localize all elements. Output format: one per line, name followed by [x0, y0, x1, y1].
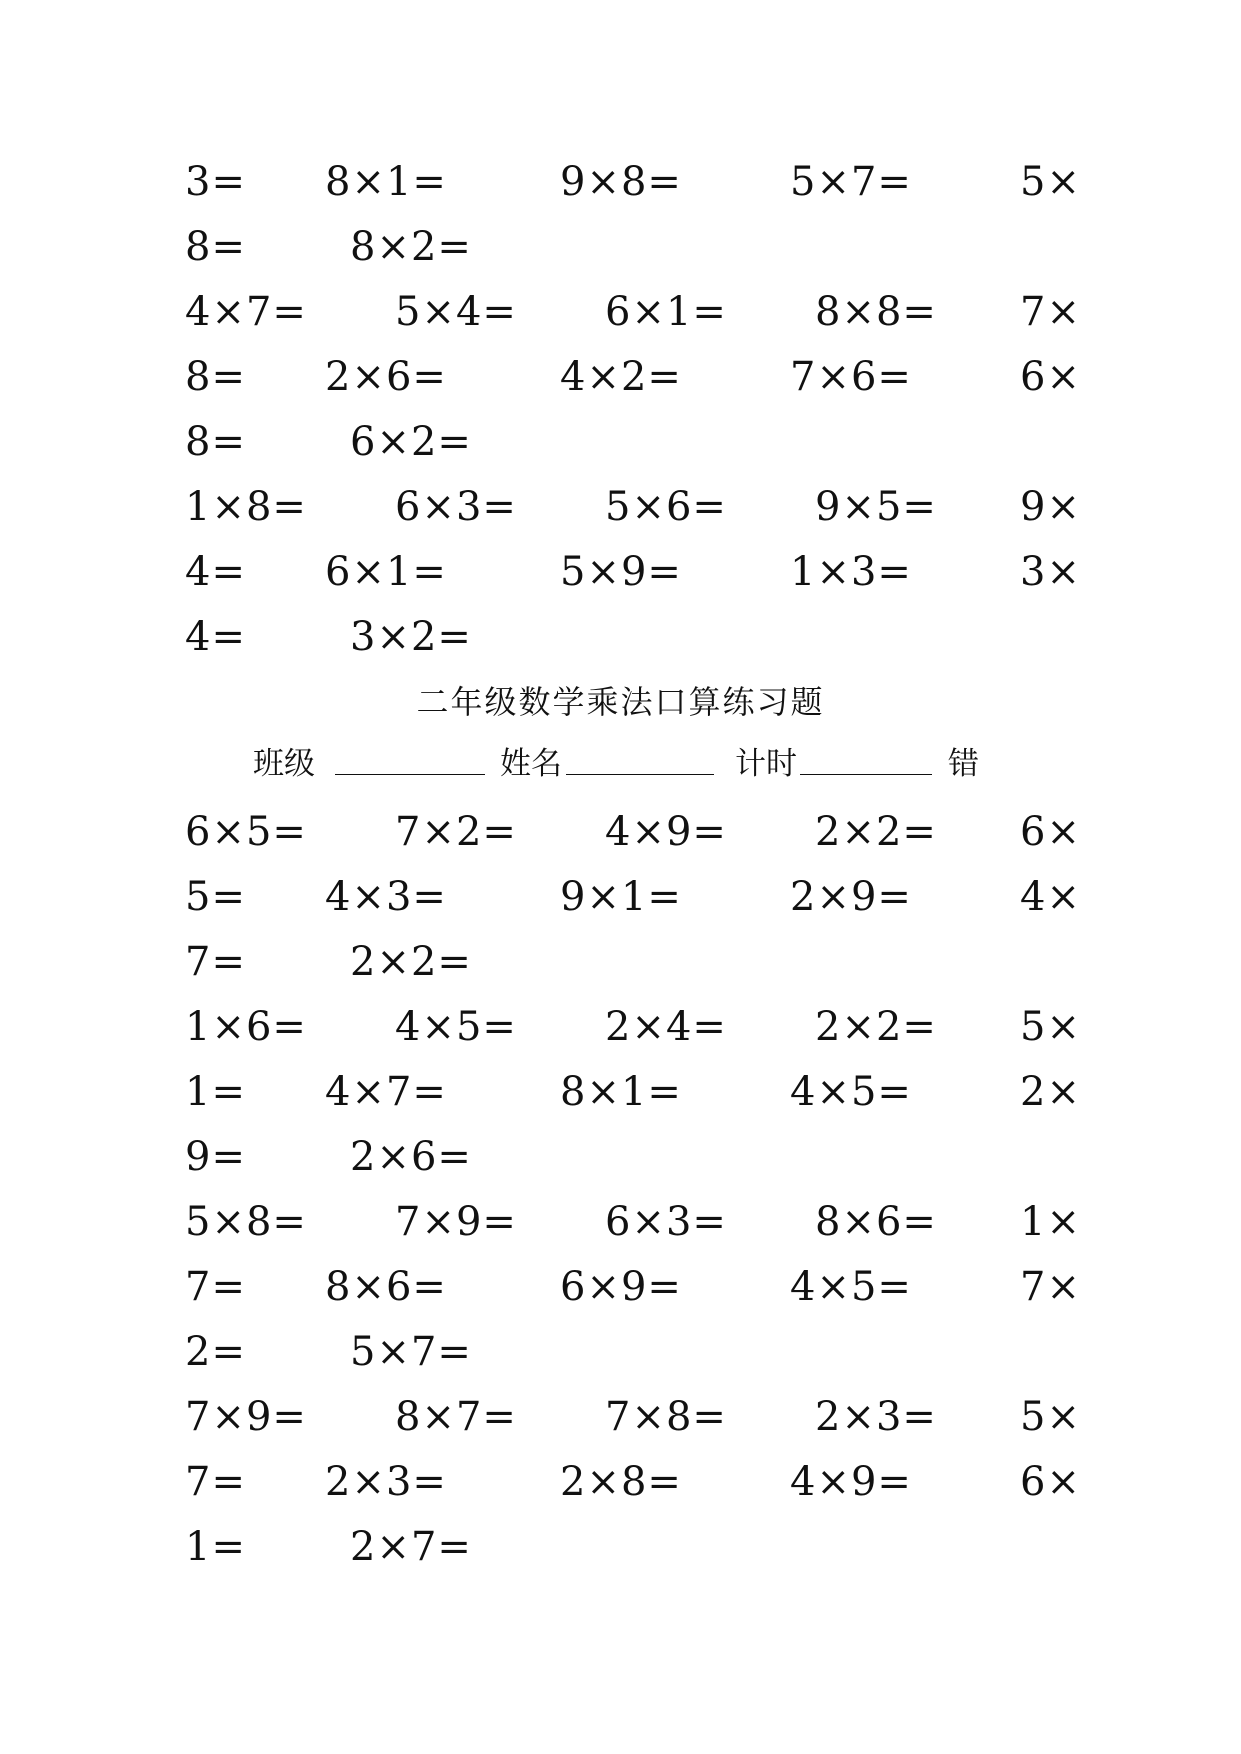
- problem-item: 6×9=: [560, 1264, 682, 1310]
- problem-item: 5×7=: [790, 159, 912, 205]
- problem-item: 4=: [185, 549, 246, 595]
- problem-item: 1=: [185, 1069, 246, 1115]
- problem-item: 2×9=: [790, 874, 912, 920]
- problem-item: 5×: [1020, 1004, 1081, 1050]
- problem-item: 9=: [185, 1134, 246, 1180]
- time-blank: [800, 774, 932, 775]
- problem-item: 6×: [1020, 809, 1081, 855]
- problem-item: 8×2=: [350, 224, 472, 270]
- problem-item: 5×4=: [395, 289, 517, 335]
- problem-item: 2×3=: [325, 1459, 447, 1505]
- problem-item: 7=: [185, 939, 246, 985]
- problem-item: 7=: [185, 1264, 246, 1310]
- name-label: 姓名: [500, 746, 562, 782]
- problem-item: 4×5=: [395, 1004, 517, 1050]
- problem-item: 6×: [1020, 354, 1081, 400]
- problem-item: 6×1=: [605, 289, 727, 335]
- problem-item: 3=: [185, 159, 246, 205]
- problem-row: [0, 280, 1241, 345]
- problem-item: 7×6=: [790, 354, 912, 400]
- problem-item: 4=: [185, 614, 246, 660]
- problem-item: 4×: [1020, 874, 1081, 920]
- problem-item: 8=: [185, 419, 246, 465]
- problem-item: 7×9=: [395, 1199, 517, 1245]
- problem-item: 5×: [1020, 159, 1081, 205]
- problem-row: [0, 540, 1241, 605]
- problem-item: 2×8=: [560, 1459, 682, 1505]
- problem-item: 6×3=: [395, 484, 517, 530]
- problem-item: 5×8=: [185, 1199, 307, 1245]
- problem-row: [0, 150, 1241, 215]
- problem-item: 7×8=: [605, 1394, 727, 1440]
- wrong-label: 错: [948, 746, 979, 782]
- problem-item: 4×3=: [325, 874, 447, 920]
- problem-item: 2×6=: [325, 354, 447, 400]
- problem-item: 4×9=: [605, 809, 727, 855]
- student-info-line: [0, 734, 1241, 794]
- problem-item: 7×9=: [185, 1394, 307, 1440]
- problem-item: 8×6=: [325, 1264, 447, 1310]
- problem-row: [0, 1320, 1241, 1385]
- problem-item: 6×5=: [185, 809, 307, 855]
- problem-item: 6×: [1020, 1459, 1081, 1505]
- problem-row: [0, 215, 1241, 280]
- problem-item: 1=: [185, 1524, 246, 1570]
- problem-item: 2×3=: [815, 1394, 937, 1440]
- problem-item: 7×2=: [395, 809, 517, 855]
- problem-item: 8×1=: [325, 159, 447, 205]
- problem-item: 4×7=: [325, 1069, 447, 1115]
- class-label: 班级: [253, 746, 315, 782]
- problem-item: 5×6=: [605, 484, 727, 530]
- problem-row: [0, 995, 1241, 1060]
- problem-item: 2×6=: [350, 1134, 472, 1180]
- problem-item: 2=: [185, 1329, 246, 1375]
- name-blank: [566, 774, 714, 775]
- problem-row: [0, 1515, 1241, 1580]
- problem-row: [0, 930, 1241, 995]
- problem-item: 4×9=: [790, 1459, 912, 1505]
- problem-item: 7×: [1020, 289, 1081, 335]
- problem-row: [0, 1125, 1241, 1190]
- problem-item: 6×2=: [350, 419, 472, 465]
- problem-row: [0, 1190, 1241, 1255]
- problem-item: 8×1=: [560, 1069, 682, 1115]
- problem-item: 9×8=: [560, 159, 682, 205]
- problem-item: 6×3=: [605, 1199, 727, 1245]
- problem-row: [0, 605, 1241, 670]
- problem-item: 8=: [185, 354, 246, 400]
- problem-item: 5×7=: [350, 1329, 472, 1375]
- problem-item: 2×: [1020, 1069, 1081, 1115]
- problem-item: 9×5=: [815, 484, 937, 530]
- problem-item: 8×6=: [815, 1199, 937, 1245]
- problem-item: 7=: [185, 1459, 246, 1505]
- problem-item: 7×: [1020, 1264, 1081, 1310]
- problem-item: 4×5=: [790, 1069, 912, 1115]
- problem-item: 1×6=: [185, 1004, 307, 1050]
- problem-item: 5×9=: [560, 549, 682, 595]
- time-label: 计时: [735, 746, 797, 782]
- problem-item: 5=: [185, 874, 246, 920]
- problem-item: 2×7=: [350, 1524, 472, 1570]
- problem-row: [0, 345, 1241, 410]
- problem-item: 4×7=: [185, 289, 307, 335]
- problem-row: [0, 410, 1241, 475]
- problem-item: 1×: [1020, 1199, 1081, 1245]
- problem-item: 2×4=: [605, 1004, 727, 1050]
- problem-row: [0, 1450, 1241, 1515]
- problem-item: 9×: [1020, 484, 1081, 530]
- problem-item: 3×: [1020, 549, 1081, 595]
- problem-item: 2×2=: [350, 939, 472, 985]
- problem-item: 5×: [1020, 1394, 1081, 1440]
- problem-row: [0, 1385, 1241, 1450]
- problem-item: 1×8=: [185, 484, 307, 530]
- problem-item: 4×5=: [790, 1264, 912, 1310]
- class-blank: [335, 774, 485, 775]
- problem-row: [0, 475, 1241, 540]
- problem-item: 4×2=: [560, 354, 682, 400]
- problem-item: 6×1=: [325, 549, 447, 595]
- problem-item: 9×1=: [560, 874, 682, 920]
- problem-row: [0, 1060, 1241, 1125]
- problem-row: [0, 800, 1241, 865]
- problem-item: 1×3=: [790, 549, 912, 595]
- problem-item: 2×2=: [815, 809, 937, 855]
- problem-item: 3×2=: [350, 614, 472, 660]
- problem-item: 8×8=: [815, 289, 937, 335]
- problem-item: 2×2=: [815, 1004, 937, 1050]
- problem-item: 8×7=: [395, 1394, 517, 1440]
- worksheet-title: 二年级数学乘法口算练习题: [416, 683, 825, 721]
- problem-row: [0, 1255, 1241, 1320]
- problem-row: [0, 865, 1241, 930]
- problem-item: 8=: [185, 224, 246, 270]
